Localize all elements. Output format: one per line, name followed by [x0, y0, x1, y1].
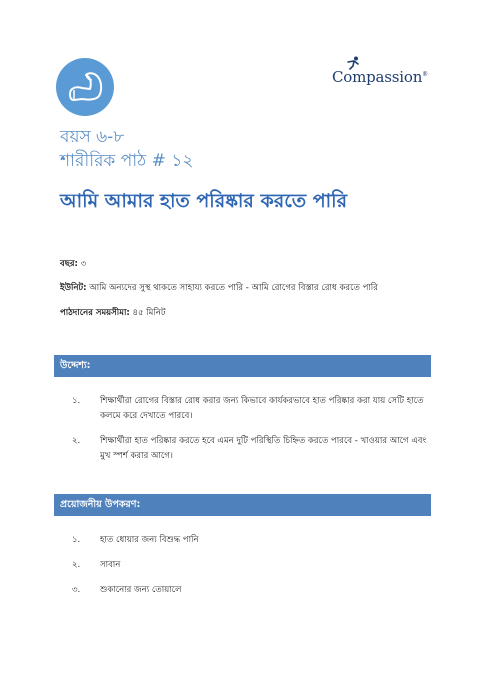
list-text: সাবান — [100, 560, 121, 570]
page-title: আমি আমার হাত পরিষ্কার করতে পারি — [60, 190, 348, 212]
compassion-logo — [332, 58, 432, 94]
list-text: শুকানোর জন্য তোয়ালে — [100, 585, 182, 595]
time-label: পাঠদানের সময়সীমা: — [60, 308, 130, 318]
list-text: শিক্ষার্থীরা রোগের বিস্তার রোধ করার জন্য কিভাবে কার্যকরভাবে হাত পরিষ্কার করা যায় সেটি হাতে কলমে করে দেখাতে পারবে। — [100, 396, 424, 421]
objectives-heading: উদ্দেশ্য: — [60, 360, 91, 371]
materials-heading: প্রয়োজনীয় উপকরণ: — [60, 499, 141, 510]
logo-text: Compassion® — [332, 68, 428, 86]
list-number: ২. — [72, 436, 81, 446]
year-label: বছর: — [60, 259, 78, 269]
physical-badge — [56, 58, 114, 116]
time-line — [60, 306, 166, 320]
year-value: ৩ — [77, 259, 87, 269]
list-text: হাত ধোয়ার জন্য বিশুদ্ধ পানি — [100, 535, 199, 545]
unit-label: ইউনিট: — [60, 283, 87, 293]
lesson-heading: শারীরিক পাঠ # ১২ — [60, 151, 194, 171]
materials-header — [54, 494, 431, 516]
unit-value: আমি অন্যদের সুস্থ থাকতে সাহায্য করতে পারি - আমি রোগের বিস্তার রোধ করতে পারি — [86, 283, 378, 293]
unit-line — [60, 281, 378, 295]
list-number: ৩. — [72, 585, 81, 595]
year-line — [60, 257, 86, 271]
list-number: ২. — [72, 560, 81, 570]
objectives-header — [54, 355, 431, 377]
list-text: শিক্ষার্থীরা হাত পরিষ্কার করতে হবে এমন দুটি পরিস্থিতি চিহ্নিত করতে পারবে - খাওয়ার আগে এবং মুখ স্পর্শ করার আগে। — [100, 436, 427, 461]
list-number: ১. — [72, 396, 81, 406]
flexed-arm-icon — [56, 58, 114, 116]
list-number: ১. — [72, 535, 81, 545]
time-value: ৪৫ মিনিট — [129, 308, 166, 318]
age-heading: বয়স ৬-৮ — [60, 127, 125, 147]
